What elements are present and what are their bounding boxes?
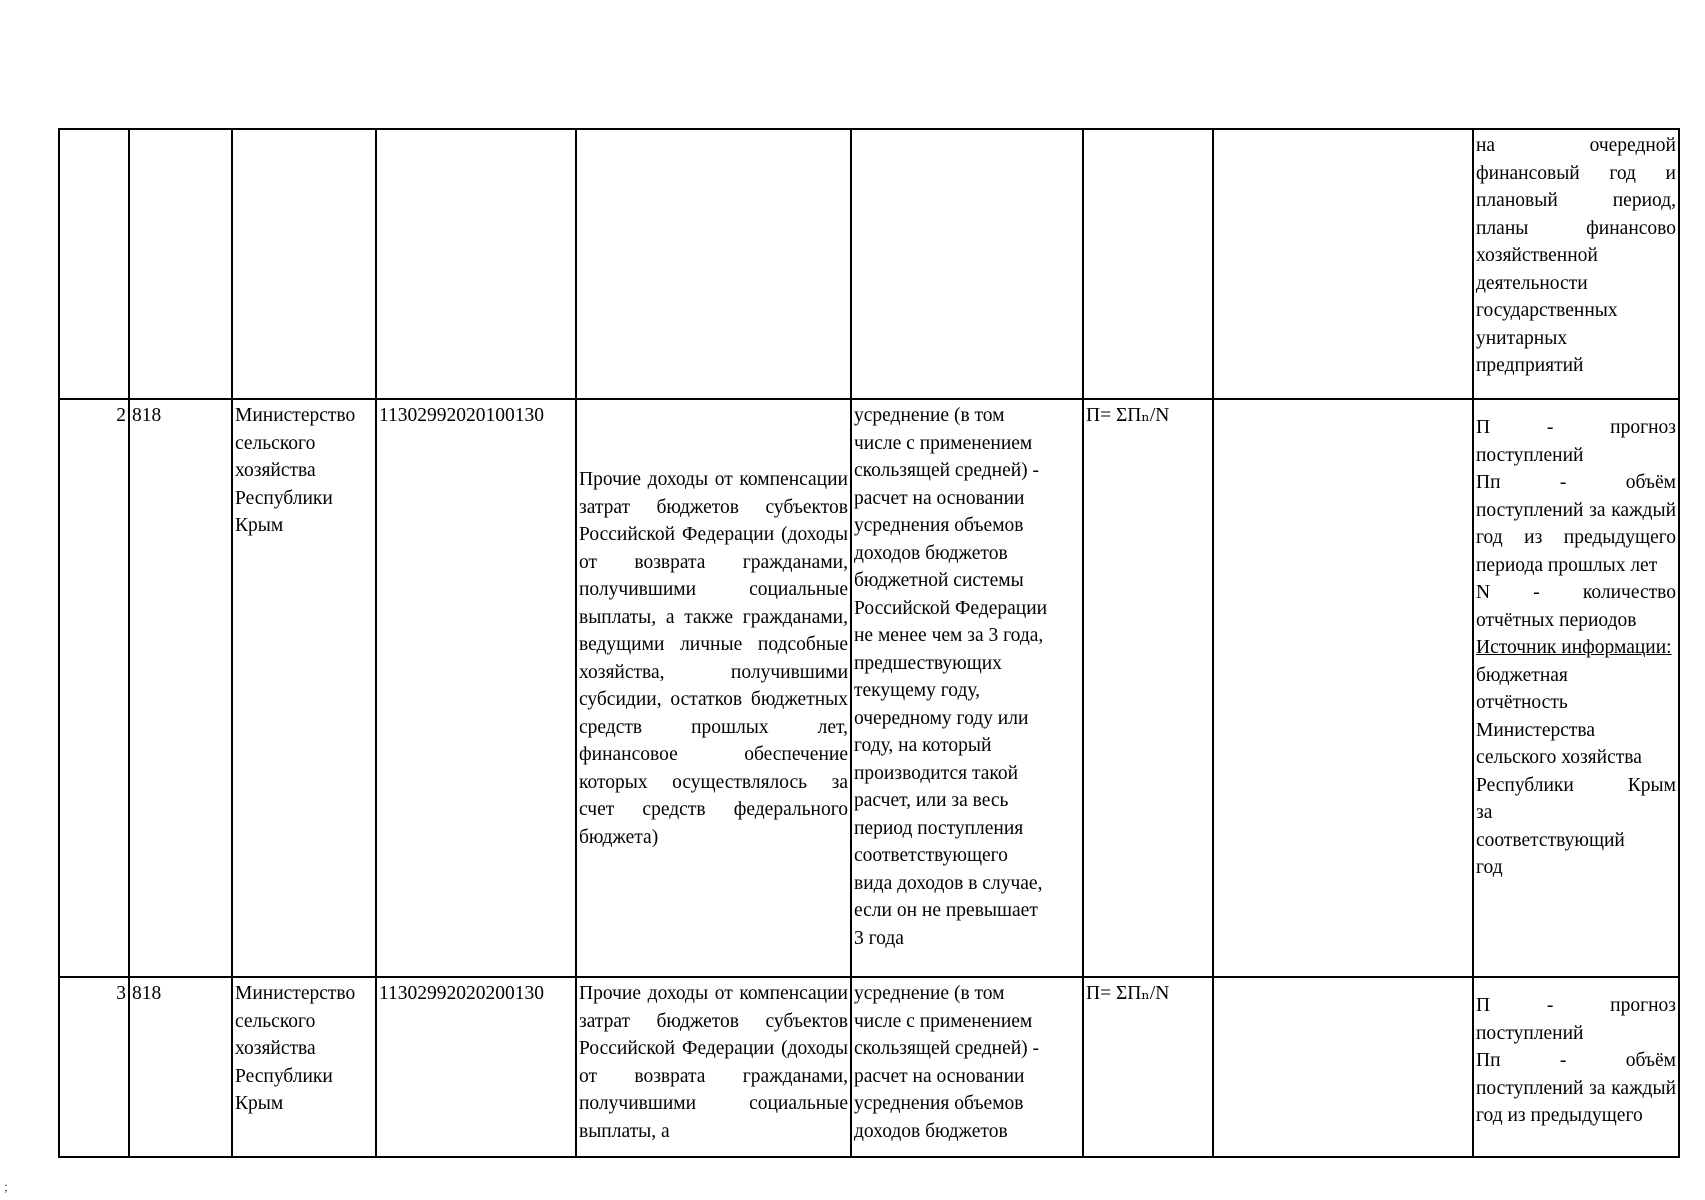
revenue-name xyxy=(576,129,851,399)
description-period: за соответствующий год xyxy=(1476,802,1625,878)
description-region-line xyxy=(1476,772,1676,800)
revenue-name: Прочие доходы от компенсации затрат бюджетов субъектов Российской Федерации (доходы от возврата гражданами, получившими социальные выплаты, а также гражданами, ведущими личные подсобные хозяйства, получившими субсидии, остатков бюджетных средств прошлых лет, финансовое обеспечение которых осуществлялось за счет средств федерального бюджета) xyxy=(576,399,851,977)
row-number: 2 xyxy=(59,399,129,977)
description-source-label: Источник информации: xyxy=(1476,637,1672,658)
description-region: Республики Крым xyxy=(1476,774,1676,796)
table-row xyxy=(59,399,1679,977)
description-line: предприятий xyxy=(1476,355,1584,376)
revenue-name: Прочие доходы от компенсации затрат бюджетов субъектов Российской Федерации (доходы от возврата гражданами, получившими социальные выплаты, а xyxy=(576,977,851,1157)
budget-classification-code xyxy=(376,129,576,399)
description-line: государственных xyxy=(1476,300,1618,321)
administrator-name: Министерство сельского хозяйства Республики Крым xyxy=(232,399,376,977)
table-row xyxy=(59,129,1679,399)
extra-column xyxy=(1213,977,1473,1157)
description-source: бюджетная отчётность Министерства сельского хозяйства xyxy=(1476,664,1642,768)
description-line: хозяйственной xyxy=(1476,245,1598,266)
scan-mark: ; xyxy=(4,1180,8,1195)
description-volume: Пп - объём поступлений за каждый год из предыдущего xyxy=(1476,1050,1676,1126)
budget-classification-code: 11302992020100130 xyxy=(376,399,576,977)
administrator-name: Министерство сельского хозяйства Республики Крым xyxy=(232,977,376,1157)
budget-classification-code: 11302992020200130 xyxy=(376,977,576,1157)
description-line: на очередной xyxy=(1476,135,1676,156)
table-row xyxy=(59,977,1679,1157)
revenue-forecast-table xyxy=(58,128,1680,1158)
calculation-formula xyxy=(1083,129,1213,399)
description-line: планы финансово xyxy=(1476,217,1676,239)
admin-code: 818 xyxy=(129,977,232,1157)
row-number: 3 xyxy=(59,977,129,1157)
calculation-formula: П= ΣПₙ/N xyxy=(1083,399,1213,977)
description-line: плановый период, xyxy=(1476,190,1676,211)
calculation-method: усреднение (в том числе с применением скользящей средней) - расчет на основании усреднения объемов доходов бюджетов бюджетной системы Российской Федерации не менее чем за 3 года, предшествующих текущему году, очередному году или году, на который производится такой расчет, или за весь период поступления соответствующего вида доходов в случае, если он не превышает 3 года xyxy=(851,399,1083,977)
description-line: финансовый год и xyxy=(1476,162,1676,184)
indicator-description xyxy=(1473,129,1679,399)
calculation-formula: П= ΣПₙ/N xyxy=(1083,977,1213,1157)
description-line: унитарных xyxy=(1476,327,1568,349)
admin-code: 818 xyxy=(129,399,232,977)
description-forecast: П - прогноз поступлений xyxy=(1476,995,1676,1044)
admin-code xyxy=(129,129,232,399)
row-number xyxy=(59,129,129,399)
extra-column xyxy=(1213,129,1473,399)
extra-column xyxy=(1213,399,1473,977)
description-line: деятельности xyxy=(1476,272,1588,294)
description-forecast: П - прогноз поступлений xyxy=(1476,417,1676,466)
indicator-description xyxy=(1473,399,1679,977)
calculation-method xyxy=(851,129,1083,399)
indicator-description xyxy=(1473,977,1679,1157)
description-volume: Пп - объём поступлений за каждый год из предыдущего периода прошлых лет xyxy=(1476,472,1676,576)
description-periods: N - количество отчётных периодов xyxy=(1476,582,1676,631)
administrator-name xyxy=(232,129,376,399)
calculation-method: усреднение (в том числе с применением скользящей средней) - расчет на основании усреднения объемов доходов бюджетов xyxy=(851,977,1083,1157)
